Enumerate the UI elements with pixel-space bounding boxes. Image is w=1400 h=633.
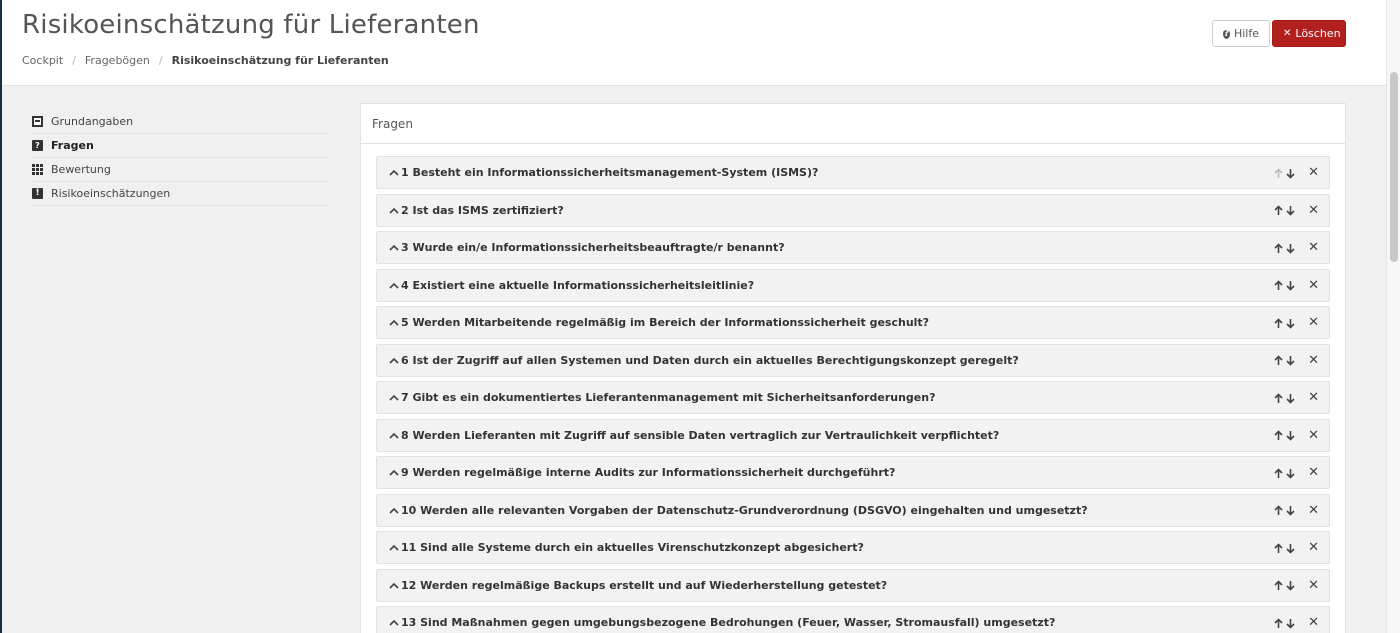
- move-down-arrow-icon[interactable]: [1284, 354, 1296, 368]
- move-down-arrow-icon[interactable]: [1284, 279, 1296, 293]
- question-title[interactable]: 12 Werden regelmäßige Backups erstellt und auf Wiederherstellung getestet?: [401, 578, 888, 592]
- close-icon[interactable]: ✕: [1308, 390, 1319, 405]
- page-title: Risikoeinschätzung für Lieferanten: [22, 10, 480, 40]
- question-item: [376, 569, 1330, 602]
- question-item: [376, 231, 1330, 264]
- close-icon[interactable]: ✕: [1308, 352, 1319, 368]
- sidebar-item-label: Fragen: [51, 139, 94, 152]
- question-title[interactable]: 13 Sind Maßnahmen gegen umgebungsbezogene Bedrohungen (Feuer, Wasser, Stromausfall) umgesetzt?: [401, 616, 1056, 629]
- close-icon: ✕: [1283, 28, 1292, 39]
- chevron-up-icon[interactable]: [388, 204, 400, 216]
- question-title[interactable]: 2 Ist das ISMS zertifiziert?: [401, 203, 564, 217]
- question-item: [376, 156, 1330, 189]
- grid-icon: [32, 164, 43, 175]
- chevron-up-icon[interactable]: [388, 579, 400, 591]
- move-down-arrow-icon[interactable]: [1284, 579, 1296, 593]
- panel-heading: Fragen: [361, 104, 1345, 144]
- chevron-up-icon[interactable]: [388, 242, 400, 254]
- sidebar-item-label: Risikoeinschätzungen: [51, 187, 171, 200]
- move-up-arrow-icon[interactable]: [1272, 204, 1284, 218]
- help-button-label: Hilfe: [1233, 27, 1259, 40]
- question-title[interactable]: 11 Sind alle Systeme durch ein aktuelles Virenschutzkonzept abgesichert?: [401, 541, 864, 554]
- move-up-arrow-icon[interactable]: [1272, 466, 1284, 480]
- question-title[interactable]: 3 Wurde ein/e Informationssicherheitsbeauftragte/r benannt?: [401, 241, 785, 254]
- question-actions: [1272, 466, 1319, 480]
- close-icon[interactable]: ✕: [1308, 502, 1319, 518]
- move-down-arrow-icon[interactable]: [1284, 504, 1296, 518]
- move-down-arrow-icon[interactable]: [1284, 429, 1296, 443]
- question-item: [376, 531, 1330, 564]
- chevron-up-icon[interactable]: [388, 392, 400, 404]
- question-actions: [1272, 279, 1319, 293]
- move-down-arrow-icon[interactable]: [1284, 204, 1296, 218]
- move-up-arrow-icon[interactable]: [1272, 354, 1284, 368]
- sidebar-item-label: Bewertung: [51, 163, 111, 176]
- move-down-arrow-icon[interactable]: [1284, 316, 1296, 330]
- close-icon[interactable]: ✕: [1308, 615, 1319, 630]
- move-down-arrow-icon[interactable]: [1284, 616, 1296, 630]
- chevron-up-icon[interactable]: [388, 467, 400, 479]
- question-icon: ?: [32, 140, 43, 151]
- breadcrumb-item-current: Risikoeinschätzung für Lieferanten: [171, 54, 389, 67]
- question-item: [376, 456, 1330, 489]
- question-actions: [1272, 579, 1319, 593]
- question-item: [376, 419, 1330, 452]
- question-actions: [1272, 204, 1319, 218]
- breadcrumb: [22, 54, 389, 67]
- question-item: [376, 494, 1330, 527]
- chevron-up-icon[interactable]: [388, 617, 400, 629]
- question-title[interactable]: 4 Existiert eine aktuelle Informationssicherheitsleitlinie?: [401, 278, 755, 292]
- close-icon[interactable]: ✕: [1308, 465, 1319, 480]
- move-up-arrow-icon: [1272, 166, 1284, 180]
- scrollbar-thumb[interactable]: [1390, 72, 1398, 262]
- delete-button[interactable]: [1272, 20, 1346, 47]
- question-item: [376, 269, 1330, 302]
- move-up-arrow-icon[interactable]: [1272, 579, 1284, 593]
- breadcrumb-item-frageboegen[interactable]: Fragebögen: [84, 54, 150, 67]
- sidebar-item-label: Grundangaben: [51, 115, 134, 128]
- move-up-arrow-icon[interactable]: [1272, 391, 1284, 405]
- chevron-up-icon[interactable]: [388, 504, 400, 516]
- question-title[interactable]: 5 Werden Mitarbeitende regelmäßig im Bereich der Informationssicherheit geschult?: [401, 316, 930, 329]
- question-circle-icon: ?: [1223, 27, 1230, 39]
- chevron-up-icon[interactable]: [388, 542, 400, 554]
- question-item: [376, 344, 1330, 377]
- close-icon[interactable]: ✕: [1308, 427, 1319, 443]
- chevron-up-icon[interactable]: [388, 279, 400, 291]
- breadcrumb-item-cockpit[interactable]: Cockpit: [22, 54, 64, 67]
- move-down-arrow-icon[interactable]: [1284, 541, 1296, 555]
- sidebar-item-risikoeinschaetzungen[interactable]: [30, 182, 328, 206]
- move-up-arrow-icon[interactable]: [1272, 541, 1284, 555]
- close-icon[interactable]: ✕: [1308, 277, 1319, 293]
- question-actions: [1272, 429, 1319, 443]
- close-icon[interactable]: ✕: [1308, 240, 1319, 255]
- move-up-arrow-icon[interactable]: [1272, 279, 1284, 293]
- question-title[interactable]: 1 Besteht ein Informationssicherheitsmanagement-System (ISMS)?: [401, 166, 819, 179]
- question-item: [376, 606, 1330, 633]
- question-actions: [1272, 316, 1319, 330]
- question-actions: [1272, 616, 1319, 630]
- delete-button-label: Löschen: [1295, 27, 1341, 40]
- question-item: [376, 306, 1330, 339]
- window-edge: [0, 0, 2, 633]
- question-title[interactable]: 10 Werden alle relevanten Vorgaben der Datenschutz-Grundverordnung (DSGVO) eingehalten und umgesetzt?: [401, 503, 1088, 517]
- close-icon[interactable]: ✕: [1308, 540, 1319, 555]
- move-down-arrow-icon[interactable]: [1284, 241, 1296, 255]
- move-up-arrow-icon[interactable]: [1272, 316, 1284, 330]
- form-icon: [32, 116, 43, 127]
- question-actions: [1272, 504, 1319, 518]
- question-item: [376, 194, 1330, 227]
- sidebar-item-bewertung[interactable]: [30, 158, 328, 182]
- chevron-up-icon[interactable]: [388, 354, 400, 366]
- question-title[interactable]: 9 Werden regelmäßige interne Audits zur Informationssicherheit durchgeführt?: [401, 466, 896, 479]
- question-title[interactable]: 6 Ist der Zugriff auf allen Systemen und Daten durch ein aktuelles Berechtigungskonzept geregelt?: [401, 353, 1019, 367]
- move-up-arrow-icon[interactable]: [1272, 504, 1284, 518]
- exclamation-icon: !: [32, 188, 43, 199]
- chevron-up-icon[interactable]: [388, 167, 400, 179]
- move-up-arrow-icon[interactable]: [1272, 429, 1284, 443]
- page-scrollbar[interactable]: [1386, 0, 1400, 633]
- move-down-arrow-icon[interactable]: [1284, 466, 1296, 480]
- question-actions: [1272, 391, 1319, 405]
- question-title[interactable]: 8 Werden Lieferanten mit Zugriff auf sensible Daten vertraglich zur Vertraulichkeit verpflichtet?: [401, 428, 1000, 442]
- sidebar-item-grundangaben[interactable]: [30, 110, 328, 134]
- questions-panel: [360, 103, 1346, 633]
- chevron-up-icon[interactable]: [388, 317, 400, 329]
- move-down-arrow-icon[interactable]: [1284, 166, 1296, 180]
- question-actions: [1272, 541, 1319, 555]
- question-item: [376, 381, 1330, 414]
- question-actions: [1272, 166, 1319, 180]
- close-icon[interactable]: ✕: [1308, 577, 1319, 593]
- move-down-arrow-icon[interactable]: [1284, 391, 1296, 405]
- chevron-up-icon[interactable]: [388, 429, 400, 441]
- help-button[interactable]: [1212, 20, 1270, 47]
- close-icon[interactable]: ✕: [1308, 315, 1319, 330]
- question-actions: [1272, 241, 1319, 255]
- close-icon[interactable]: ✕: [1308, 165, 1319, 180]
- sidebar-item-fragen[interactable]: [30, 134, 328, 158]
- close-icon[interactable]: ✕: [1308, 202, 1319, 218]
- move-up-arrow-icon[interactable]: [1272, 616, 1284, 630]
- sidebar-nav: [30, 110, 328, 206]
- move-up-arrow-icon[interactable]: [1272, 241, 1284, 255]
- question-actions: [1272, 354, 1319, 368]
- question-title[interactable]: 7 Gibt es ein dokumentiertes Lieferantenmanagement mit Sicherheitsanforderungen?: [401, 391, 936, 404]
- page-header: [2, 0, 1386, 86]
- breadcrumb-separator: /: [72, 54, 76, 67]
- breadcrumb-separator: /: [158, 54, 163, 67]
